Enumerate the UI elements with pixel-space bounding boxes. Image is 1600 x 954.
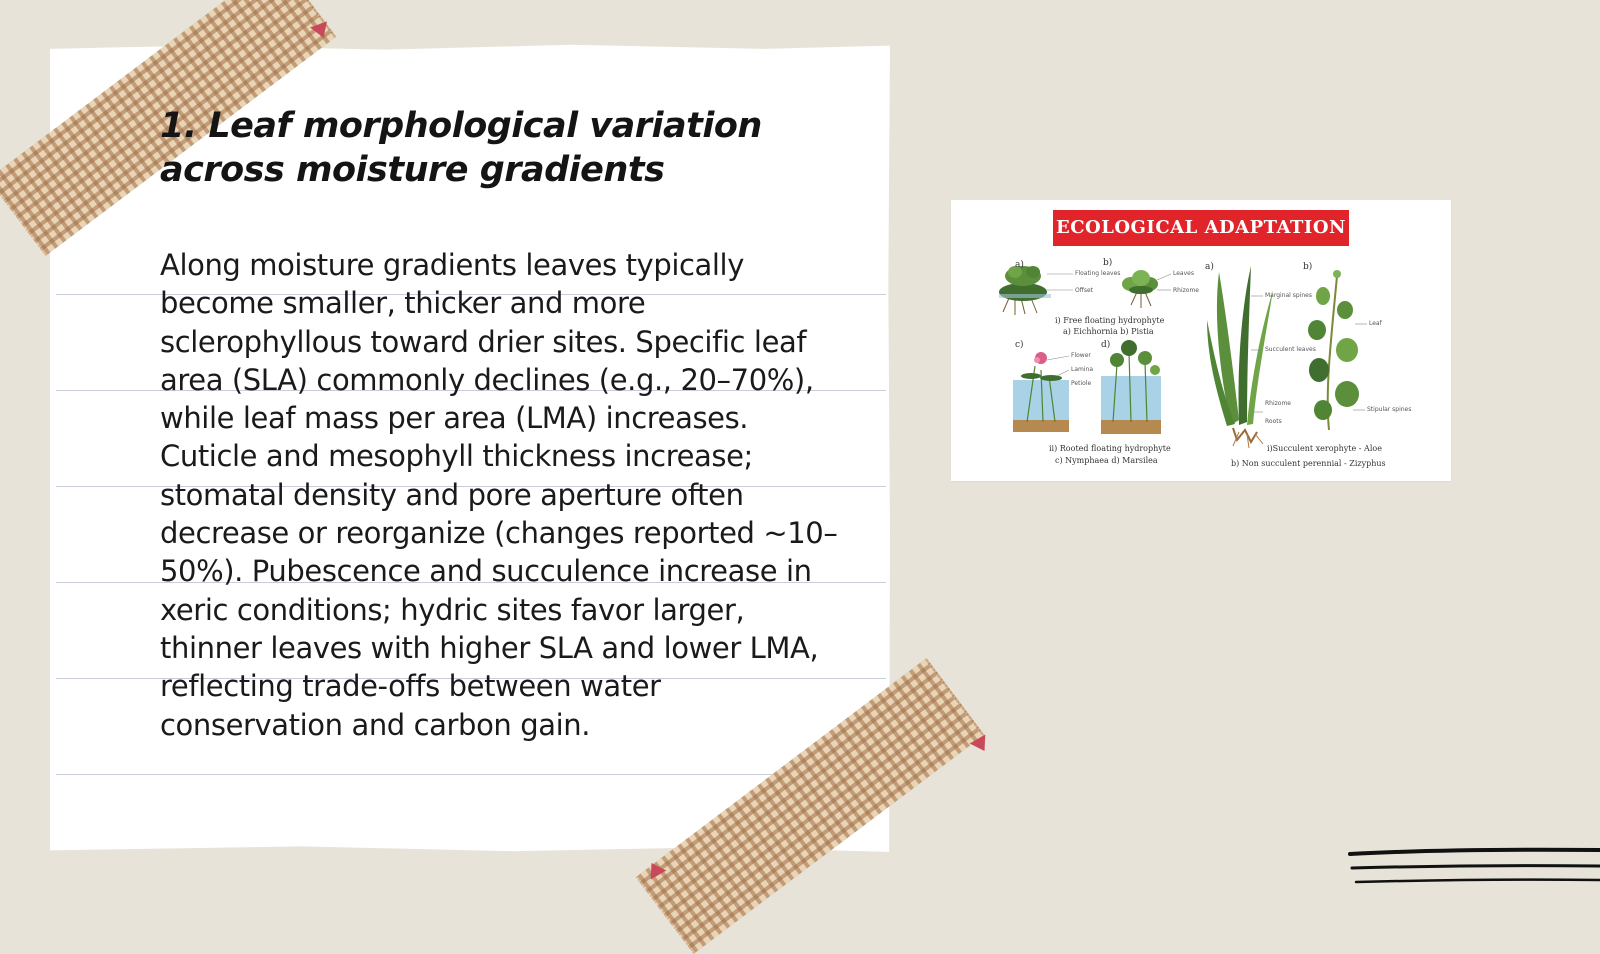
figure-banner: ECOLOGICAL ADAPTATION	[1053, 210, 1349, 246]
figure-label-b2: b)	[1303, 262, 1313, 272]
caption-non-succulent: b) Non succulent perennial - Zizyphus	[1231, 459, 1386, 468]
decorative-brush-lines	[1346, 846, 1600, 892]
figure-label-a2: a)	[1205, 262, 1214, 272]
caption-rooted-floating: ii) Rooted floating hydrophyte	[1049, 444, 1171, 453]
callout-stipular-spines: Stipular spines	[1367, 406, 1412, 413]
callout-rhizome: Rhizome	[1173, 287, 1199, 294]
ecological-adaptation-figure	[951, 200, 1451, 481]
nymphaea-illustration	[1013, 352, 1069, 432]
slide-title: 1. Leaf morphological variation across moisture gradients	[160, 106, 762, 190]
slide-body-text: Along moisture gradients leaves typically become smaller, thicker and more sclerophyllous toward drier sites. Specific leaf area (SLA) commonly declines (e.g., 20–70%), while leaf mass per area (LMA) increases. Cuticle and mesophyll thickness increase; stomatal density and pore aperture often decrease or reorganize (changes reported ~10–50%). Pubescence and succulence increase in xeric conditions; hydric sites favor larger, thinner leaves with higher SLA and lower LMA, reflecting trade-offs between water conservation and carbon gain.	[160, 248, 838, 742]
figure-label-a: a)	[1015, 260, 1024, 270]
callout-succulent-leaves: Succulent leaves	[1265, 346, 1316, 353]
callout-flower: Flower	[1071, 352, 1091, 359]
caption-rooted-floating-examples: c) Nymphaea d) Marsilea	[1055, 456, 1158, 465]
caption-succulent-xerophyte: i)Succulent xerophyte - Aloe	[1267, 444, 1382, 453]
figure-label-d: d)	[1101, 340, 1111, 350]
callout-floating-leaves: Floating leaves	[1075, 270, 1121, 277]
callout-leaves: Leaves	[1173, 270, 1194, 277]
callout-marginal-spines: Marginal spines	[1265, 292, 1312, 299]
eichhornia-illustration	[999, 266, 1051, 315]
plant-illustrations	[951, 200, 1451, 481]
callout-petiole: Petiole	[1071, 380, 1092, 387]
caption-free-floating: i) Free floating hydrophyte	[1055, 316, 1165, 325]
aloe-illustration	[1207, 266, 1273, 448]
ruled-line	[56, 774, 886, 775]
figure-label-b: b)	[1103, 258, 1113, 268]
callout-lamina: Lamina	[1071, 366, 1094, 373]
callout-leaf: Leaf	[1369, 320, 1382, 327]
caption-free-floating-examples: a) Eichhornia b) Pistia	[1063, 327, 1154, 336]
pistia-illustration	[1122, 270, 1158, 308]
callout-rhizome-aloe: Rhizome	[1265, 400, 1291, 407]
callout-offset: Offset	[1075, 287, 1094, 294]
marsilea-illustration	[1101, 340, 1161, 434]
callout-roots: Roots	[1265, 418, 1282, 425]
figure-label-c: c)	[1015, 340, 1024, 350]
